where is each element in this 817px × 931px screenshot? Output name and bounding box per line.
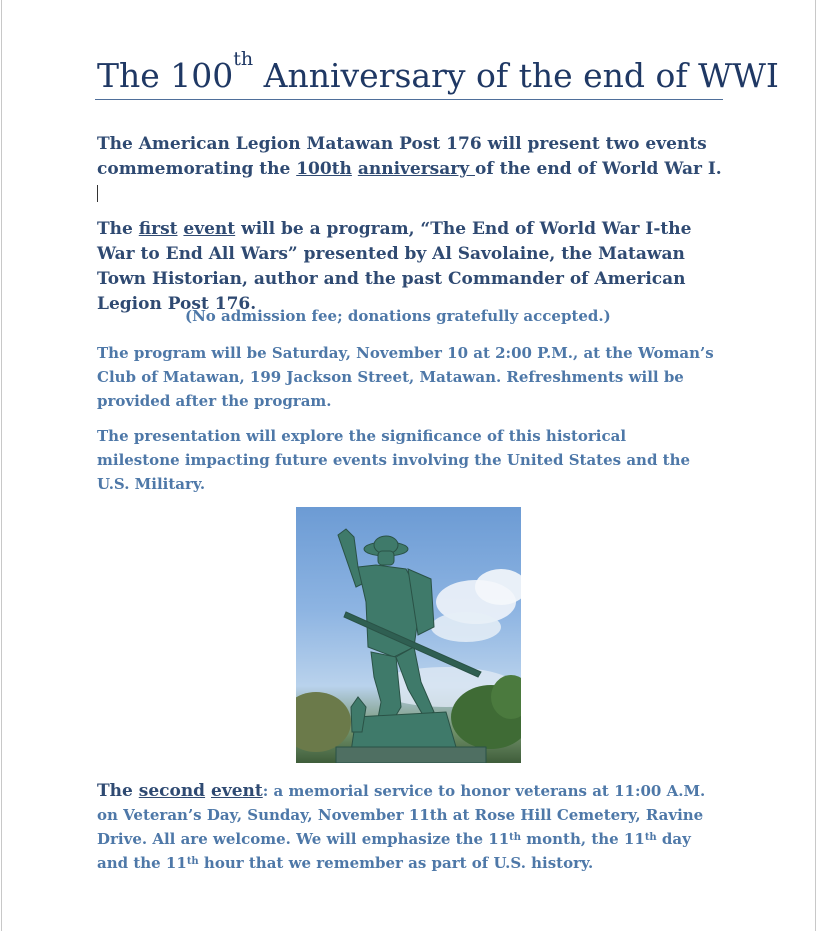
soldier-statue-image [296, 507, 521, 763]
title-underline-rule [95, 99, 723, 100]
document-title: The 100th Anniversary of the end of WWI [97, 48, 779, 95]
text-cursor [97, 185, 98, 202]
intro-paragraph: The American Legion Matawan Post 176 will present two events commemorating the 100th anniversary of the end of World War I. [97, 134, 722, 179]
admission-note: (No admission fee; donations gratefully accepted.) [185, 307, 611, 325]
first-event-paragraph: The first event will be a program, “The End of World War I-the War to End All Wars” presented by Al Savolaine, the Matawan Town Historian, author and the past Commander of American Legion Post 176. [97, 219, 692, 314]
program-details-paragraph: The program will be Saturday, November 10 at 2:00 P.M., at the Woman’s Club of Matawan, 199 Jackson Street, Matawan. Refreshments will be provided after the program. [97, 344, 714, 410]
page-edge-left [1, 0, 2, 931]
page-edge-right [815, 0, 816, 931]
second-event-paragraph: The second event: a memorial service to honor veterans at 11:00 A.M. on Veteran’s Day, Sunday, November 11th at Rose Hill Cemetery, Ravine Drive. All are welcome. We will emphasize the 11th month, the 11th day and the 11th hour that we remember as part of U.S. history. [97, 781, 706, 872]
presentation-paragraph: The presentation will explore the significance of this historical milestone impacting future events involving the United States and the U.S. Military. [97, 427, 691, 493]
